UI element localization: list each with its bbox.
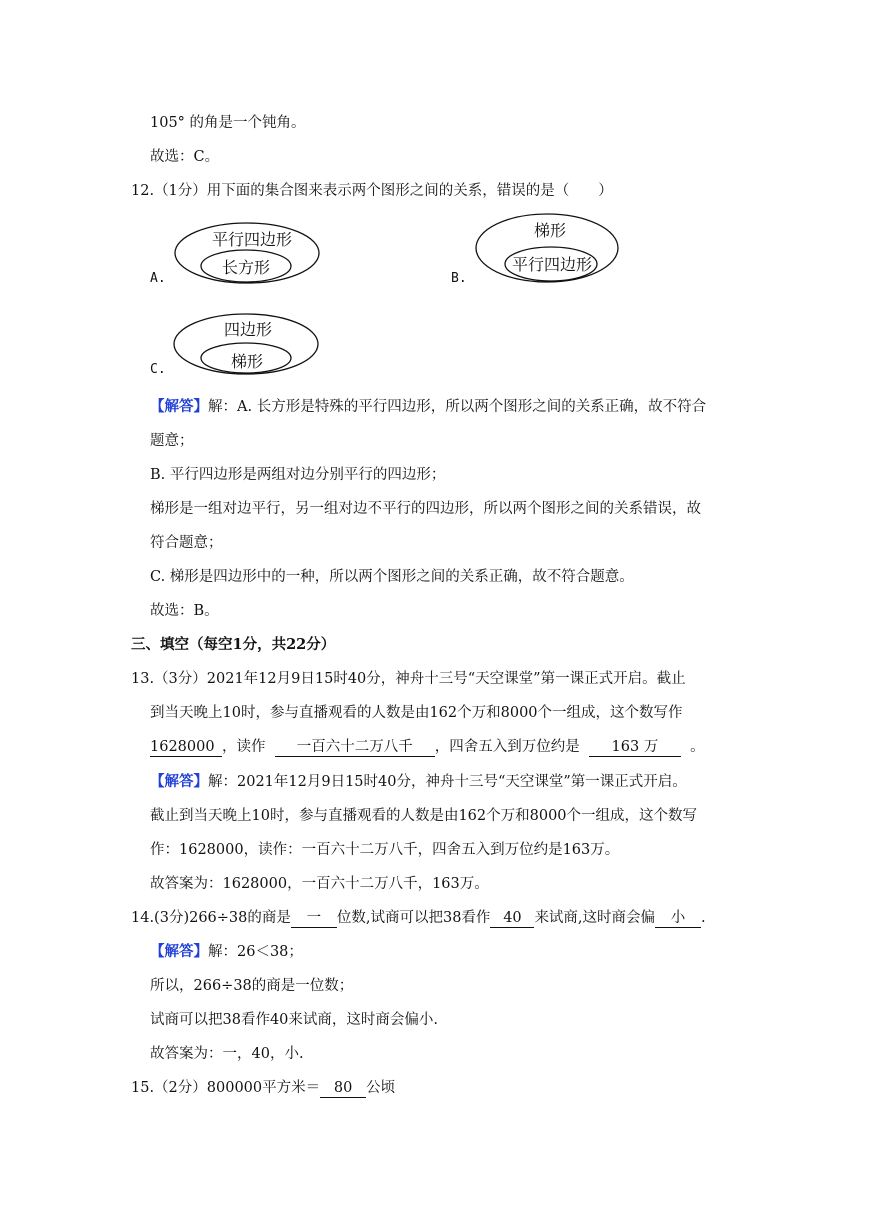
q12-answer-tag: 【解答】 — [150, 398, 208, 415]
q14-blank-3: 小 — [655, 909, 701, 928]
option-b-diagram — [473, 211, 623, 287]
option-a-letter: A. — [150, 271, 166, 286]
option-a-diagram — [172, 220, 322, 290]
option-b-letter: B. — [451, 271, 467, 286]
q14-solution-line-1 — [150, 942, 303, 962]
q13-blank-2: 一百六十二万八千 — [275, 738, 435, 757]
q13-blank-3: 163 万 — [589, 738, 681, 757]
q13-answer-tag: 【解答】 — [150, 773, 208, 790]
q12-choose-line: 故选：B。 — [150, 603, 219, 619]
option-c-outer-label: 四边形 — [223, 320, 273, 339]
q14-solution-line-2: 所以，266÷38的商是一位数； — [150, 978, 354, 994]
q15-blank-1: 80 — [320, 1079, 366, 1098]
option-c-diagram — [172, 310, 322, 380]
option-b-inner-label: 平行四边形 — [511, 255, 593, 274]
section-heading: 三、填空（每空1分，共22分） — [131, 636, 336, 653]
q13-line-2: 到当天晚上10时，参与直播观看的人数是由162个万和8000个一组成，这个数写作 — [150, 705, 683, 721]
q14-lead: 14.(3分)266÷38的商是 — [131, 910, 291, 926]
option-a-outer-label: 平行四边形 — [211, 230, 293, 249]
q14-sol1: 解：26＜38； — [208, 944, 303, 960]
q14-text-c: . — [701, 910, 706, 926]
q14-text-b: 来试商,这时商会偏 — [534, 910, 656, 926]
q11-tail-line-1: 105° 的角是一个钝角。 — [150, 115, 306, 131]
q12-number: 12. — [131, 183, 155, 199]
q13-text-a: ，读作 — [222, 739, 266, 755]
q14-blank-2: 40 — [490, 909, 534, 928]
q12-solution-line-5: 符合题意； — [150, 535, 223, 551]
q13-sol1: 解：2021年12月9日15时40分，神舟十三号“天空课堂”第一课正式开启。 — [208, 774, 687, 790]
q15-unit: 公顷 — [366, 1080, 396, 1096]
q12-solution-line-2: 题意； — [150, 433, 194, 449]
q13-text-b: ，四舍五入到万位约是 — [434, 739, 580, 755]
option-b-outer-label: 梯形 — [533, 221, 567, 240]
q15-line-1 — [131, 1078, 395, 1098]
q15-lead: 15.（2分）800000平方米＝ — [131, 1080, 321, 1096]
q12-solution-line-6: C. 梯形是四边形中的一种，所以两个图形之间的关系正确，故不符合题意。 — [150, 569, 634, 585]
q12-stem — [131, 181, 613, 201]
q12-solution-line-4: 梯形是一组对边平行，另一组对边不平行的四边形，所以两个图形之间的关系错误，故 — [150, 501, 701, 517]
q13-line-3 — [150, 737, 705, 757]
option-a-inner-label: 长方形 — [221, 258, 271, 277]
q12-stem-text: （1分）用下面的集合图来表示两个图形之间的关系，错误的是（ ） — [154, 183, 613, 199]
q12-sol1a: 解：A. 长方形是特殊的平行四边形，所以两个图形之间的关系正确，故不符合 — [208, 399, 707, 415]
q14-blank-1: 一 — [291, 909, 337, 928]
q14-text-a: 位数,试商可以把38看作 — [336, 910, 491, 926]
q13-final: 故答案为：1628000，一百六十二万八千，163万。 — [150, 876, 489, 892]
q11-choose-line: 故选：C。 — [150, 149, 220, 165]
q13-solution-line-3: 作：1628000，读作：一百六十二万八千，四舍五入到万位约是163万。 — [150, 842, 620, 858]
q13-line-1: 13.（3分）2021年12月9日15时40分，神舟十三号“天空课堂”第一课正式开启。截止 — [131, 671, 686, 687]
option-c-inner-label: 梯形 — [230, 352, 264, 371]
q14-final: 故答案为：一，40，小. — [150, 1046, 304, 1062]
q14-solution-line-3: 试商可以把38看作40来试商，这时商会偏小. — [150, 1012, 439, 1028]
q13-solution-line-1 — [150, 772, 687, 792]
option-c-letter: C. — [150, 362, 166, 377]
q13-text-c: 。 — [690, 739, 705, 755]
q13-solution-line-2: 截止到当天晚上10时，参与直播观看的人数是由162个万和8000个一组成，这个数写 — [150, 808, 698, 824]
q12-solution-line-1 — [150, 397, 706, 417]
q14-answer-tag: 【解答】 — [150, 943, 208, 960]
q13-blank-1: 1628000 — [150, 738, 222, 757]
q12-solution-line-3: B. 平行四边形是两组对边分别平行的四边形； — [150, 467, 446, 483]
q14-line-1 — [131, 908, 706, 928]
